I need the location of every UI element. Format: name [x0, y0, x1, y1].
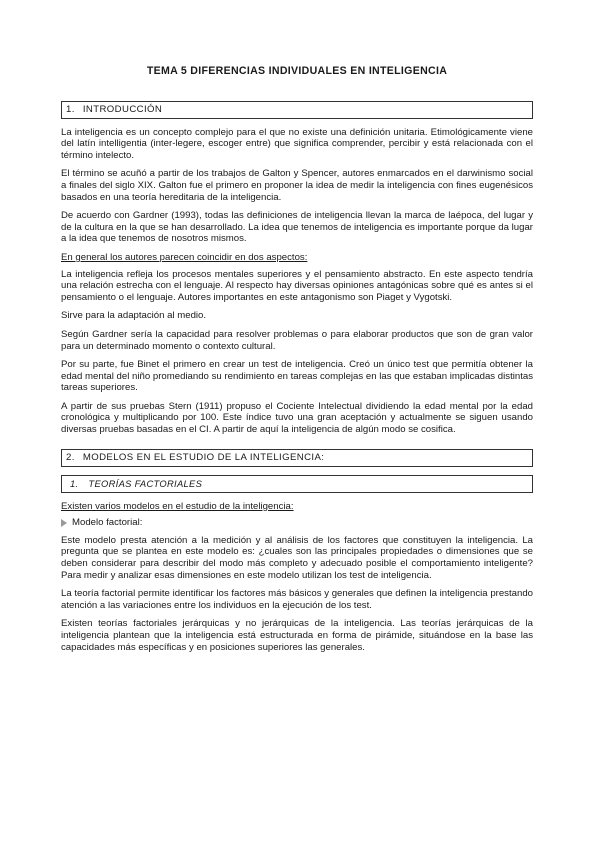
- triangle-bullet-icon: [61, 519, 67, 527]
- paragraph: La teoría factorial permite identificar los factores más básicos y generales que definen la inteligencia prestando atención a las variaciones entre los individuos en la ejecución de los test.: [61, 588, 533, 611]
- section-heading-modelos: [61, 449, 533, 467]
- paragraph: Por su parte, fue Binet el primero en crear un test de inteligencia. Creó un único test que permitía obtener la edad mental del niño promediando su rendimiento en tareas complejas en las que estaban implicadas distintas tareas superiores.: [61, 359, 533, 394]
- paragraph: Este modelo presta atención a la medición y al análisis de los factores que constituyen la inteligencia. La pregunta que se plantea en este modelo es: ¿cuales son las principales propiedades o dimensiones que se deben considerar para describir del modo más completo y adecuado posible el comportamiento inteligente? Para medir y analizar esas dimensiones en este modelo utilizan los test de inteligencia.: [61, 534, 533, 581]
- paragraph: De acuerdo con Gardner (1993), todas las definiciones de inteligencia llevan la marca de laépoca, del lugar y de la cultura en la que se han desarrollado. La idea que tenemos de inteligencia es importante porque da lugar a la idea que tenemos de nosotros mismos.: [61, 210, 533, 245]
- paragraph: La inteligencia es un concepto complejo para el que no existe una definición unitaria. Etimológicamente viene del latín intelligentia (inter-legere, escoger entre) que significa comprender, percibir y está relacionada con el término intelecto.: [61, 126, 533, 161]
- section-heading-introduccion: [61, 101, 533, 119]
- underlined-intro: Existen varios modelos en el estudio de la inteligencia:: [61, 500, 294, 512]
- bullet-item: [61, 517, 533, 529]
- paragraph: Sirve para la adaptación al medio.: [61, 310, 207, 322]
- bullet-label: Modelo factorial:: [72, 517, 143, 529]
- section-number: 1.: [66, 103, 75, 115]
- section-number: 2.: [66, 451, 75, 463]
- subsection-number: 1.: [70, 477, 79, 489]
- section-title: INTRODUCCIÓN: [82, 103, 163, 115]
- subsection-title: TEORÍAS FACTORIALES: [88, 477, 203, 489]
- paragraph: El término se acuñó a partir de los trabajos de Galton y Spencer, autores enmarcados en el darwinismo social a finales del siglo XIX. Galton fue el primero en proponer la idea de medir la inteligencia con fines eugenésicos basados en una teoría hereditaria de la inteligencia.: [61, 168, 533, 203]
- paragraph: La inteligencia refleja los procesos mentales superiores y el pensamiento abstracto. En este aspecto tendría una relación estrecha con el lenguaje. Al respecto hay diversas opiniones antagónicas sobre qué es antes si el pensamiento o el lenguaje. Autores importantes en este antagonismo son Piaget y Vygotski.: [61, 268, 533, 303]
- paragraph: A partir de sus pruebas Stern (1911) propuso el Cociente Intelectual dividiendo la edad mental por la edad cronológica y multiplicando por 100. Este índice tuvo una gran aceptación y actualmente se siguen usando diversas pruebas basadas en el CI. A partir de aquí la inteligencia de algún modo se cosifica.: [61, 400, 533, 436]
- document-title: TEMA 5 DIFERENCIAS INDIVIDUALES EN INTELIGENCIA: [146, 65, 448, 77]
- underlined-intro: En general los autores parecen coincidir en dos aspectos:: [61, 251, 308, 263]
- paragraph: Según Gardner sería la capacidad para resolver problemas o para elaborar productos que son de gran valor para un determinado momento o contexto cultural.: [61, 328, 533, 352]
- subsection-heading-teorias-factoriales: [61, 475, 533, 493]
- paragraph: Existen teorías factoriales jerárquicas y no jerárquicas de la inteligencia. Las teorías jerárquicas de la inteligencia plantean que la inteligencia está estructurada en forma de pirámide, situándose en la base las capacidades más específicas y en posiciones superiores las generales.: [61, 618, 533, 653]
- section-title: MODELOS EN EL ESTUDIO DE LA INTELIGENCIA:: [82, 451, 325, 463]
